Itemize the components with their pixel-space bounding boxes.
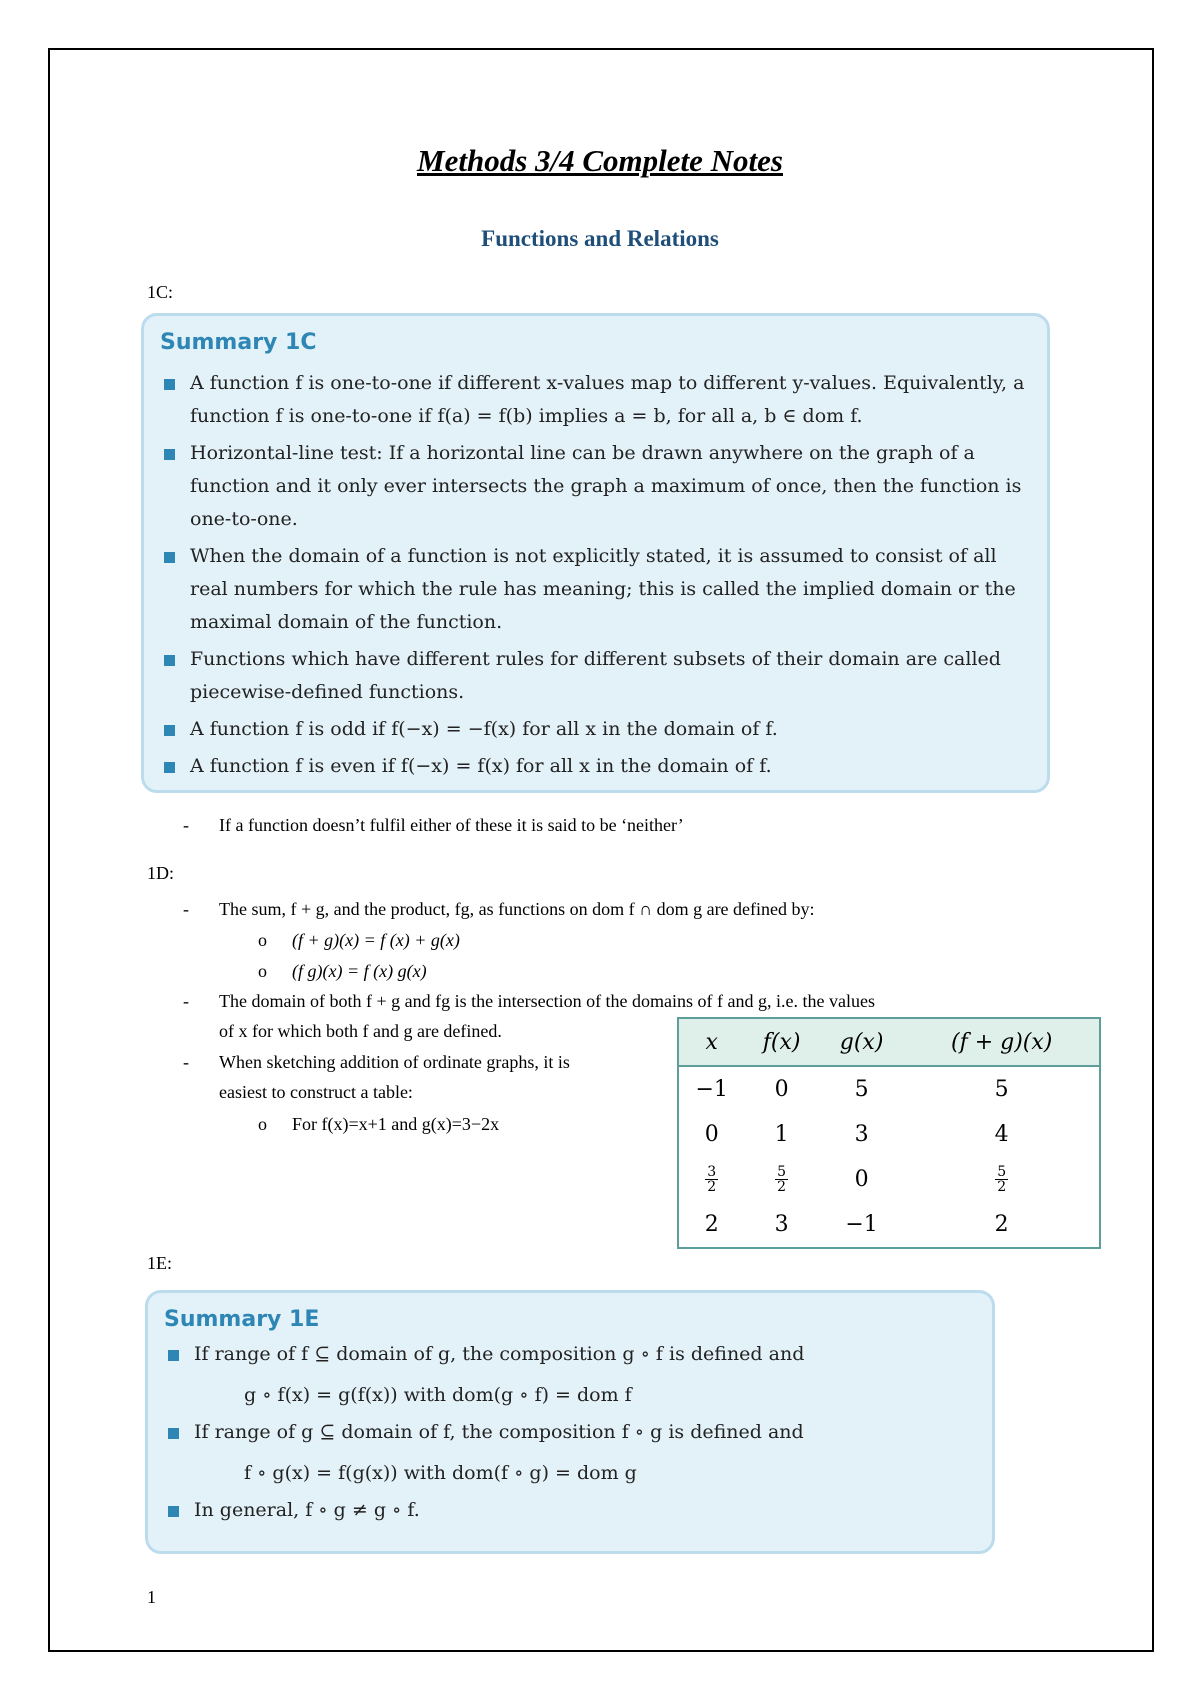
square-bullet-icon [168, 1350, 179, 1361]
summary-1c-box [141, 313, 1050, 793]
table-row [678, 1202, 1100, 1248]
square-bullet-icon [164, 655, 175, 666]
square-bullet-icon [164, 762, 175, 773]
summary-1c-item: Functions which have different rules for different subsets of their domain are called piecewise-defined functions. [160, 643, 1027, 709]
table-cell: 2 [994, 1212, 1009, 1237]
square-bullet-icon [168, 1506, 179, 1517]
summary-1e-title: Summary 1E [164, 1307, 320, 1332]
label-1e: 1E: [147, 1253, 172, 1273]
table-row [678, 1112, 1100, 1157]
document-title: Methods 3/4 Complete Notes [417, 143, 783, 178]
table-cell [678, 1157, 744, 1202]
square-bullet-icon [164, 449, 175, 460]
table-cell: −1 [845, 1212, 878, 1237]
summary-1c-title: Summary 1C [160, 330, 317, 355]
square-bullet-icon [164, 552, 175, 563]
table-cell: 3 [854, 1122, 869, 1147]
table-cell [744, 1157, 818, 1202]
summary-1e-box [145, 1290, 995, 1554]
summary-1e-list [164, 1338, 972, 1527]
table-cell: −1 [695, 1077, 728, 1102]
table-row [678, 1066, 1100, 1112]
note-domain-line2: of x for which both f and g are defined. [219, 1021, 502, 1041]
composition-fg-definition: f ∘ g(x) = f(g(x)) with dom(f ∘ g) = dom g [244, 1462, 637, 1484]
table-header-cell: g(x) [819, 1018, 905, 1066]
table-cell: 0 [704, 1122, 719, 1147]
table-header-cell: f(x) [744, 1018, 818, 1066]
fraction: $\frac{3}{2}$ [707, 1164, 717, 1195]
label-1c: 1C: [147, 282, 174, 302]
composition-gf-definition: g ∘ f(x) = g(f(x)) with dom(g ∘ f) = dom f [244, 1384, 632, 1406]
table-cell: 4 [994, 1122, 1009, 1147]
table-header-cell: x [678, 1018, 744, 1066]
ordinate-table [677, 1017, 1101, 1249]
summary-1c-list [160, 367, 1027, 783]
table-cell: 1 [774, 1122, 789, 1147]
summary-1e-item: In general, f ∘ g ≠ g ∘ f. [164, 1494, 972, 1527]
table-header-cell: (f + g)(x) [904, 1018, 1100, 1066]
fraction: $\frac{5}{2}$ [997, 1164, 1007, 1195]
label-1d: 1D: [147, 863, 174, 883]
summary-1c-item: A function f is even if f(−x) = f(x) for all x in the domain of f. [160, 750, 1027, 783]
page-number: 1 [147, 1587, 156, 1607]
fraction: $\frac{5}{2}$ [777, 1164, 787, 1195]
table-header-row [678, 1018, 1100, 1066]
table-cell [904, 1157, 1100, 1202]
square-bullet-icon [164, 725, 175, 736]
summary-1e-item: If range of f ⊆ domain of g, the composition g ∘ f is defined and g ∘ f(x) = g(f(x)) with dom(g ∘ f) = dom f [164, 1338, 972, 1412]
table-cell: 2 [704, 1212, 719, 1237]
table-cell: 5 [854, 1077, 869, 1102]
summary-1c-item: A function f is odd if f(−x) = −f(x) for all x in the domain of f. [160, 713, 1027, 746]
square-bullet-icon [164, 379, 175, 390]
summary-1c-item: A function f is one-to-one if different x-values map to different y-values. Equivalently, a function f is one-to-one if f(a) = f(b) implies a = b, for all a, b ∈ dom f. [160, 367, 1027, 433]
table-cell: 3 [774, 1212, 789, 1237]
note-ordinate-line2: easiest to construct a table: [219, 1082, 413, 1102]
summary-1c-item: Horizontal-line test: If a horizontal line can be drawn anywhere on the graph of a function and it only ever intersects the graph a maximum of once, then the function is one-to-one. [160, 437, 1027, 536]
table-cell: 0 [774, 1077, 789, 1102]
summary-1e-item: If range of g ⊆ domain of f, the composition f ∘ g is defined and f ∘ g(x) = f(g(x)) with dom(f ∘ g) = dom g [164, 1416, 972, 1490]
table-cell: 0 [854, 1167, 869, 1192]
table-cell: 5 [994, 1077, 1009, 1102]
section-title: Functions and Relations [481, 226, 719, 251]
summary-1c-item: When the domain of a function is not explicitly stated, it is assumed to consist of all real numbers for which the rule has meaning; this is called the implied domain or the maximal domain of the function. [160, 540, 1027, 639]
square-bullet-icon [168, 1428, 179, 1439]
table-row [678, 1157, 1100, 1202]
